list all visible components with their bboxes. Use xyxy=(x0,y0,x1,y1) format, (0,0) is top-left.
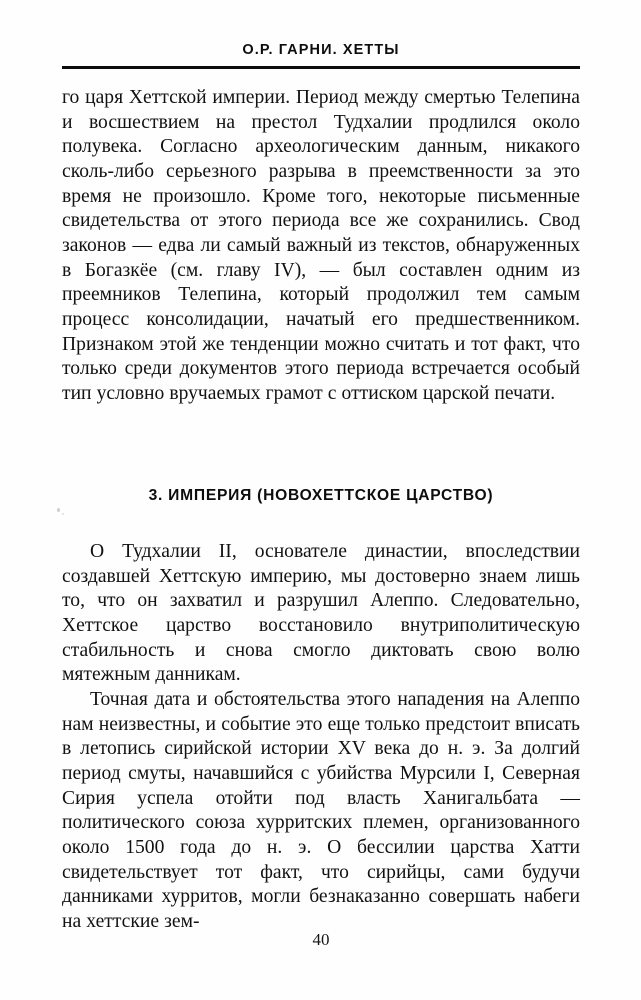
paragraph-continuation: го царя Хеттской империи. Период между смертью Телепина и восшествием на престол Тудхалии продлился около полувека. Согласно археологическим данным, никакого сколь-либо серьезного разрыва в преемственности за это время не произошло. Кроме того, некоторые письменные свидетельства от этого периода все же сохранились. Свод законов — едва ли самый важный из текстов, обнаруженных в Богазкёе (см. главу IV), — был составлен одним из преемников Телепина, который продолжил тем самым процесс консолидации, начатый его предшественником. Признаком этой же тенденции можно считать и тот факт, что только среди документов этого периода встречается особый тип условно вручаемых грамот с оттиском царской печати. xyxy=(62,87,580,404)
page-number: 40 xyxy=(312,930,330,949)
section-paragraph-1: О Тудхалии II, основателе династии, впоследствии создавшей Хеттскую империю, мы достоверно знаем лишь то, что он захватил и разрушил Алеппо. Следовательно, Хеттское царство восстановило внутриполитическую стабильность и снова смогло диктовать свою волю мятежным данникам. xyxy=(62,541,580,686)
body-text-block-upper xyxy=(62,86,580,407)
section-paragraph-2: Точная дата и обстоятельства этого нападения на Алеппо нам неизвестны, и событие это еще только предстоит вписать в летопись сирийской истории XV века до н. э. За долгий период смуты, начавшийся с убийства Мурсили I, Северная Сирия успела отойти под власть Ханигальбата — политического союза хурритских племен, организованного около 1500 года до н. э. О бессилии царства Хатти свидетельствует тот факт, что сирийцы, сами будучи данниками хурритов, могли безнаказанно совершать набеги на хеттские зем- xyxy=(62,688,580,932)
scan-speck xyxy=(57,508,60,512)
running-head: О.Р. ГАРНИ. ХЕТТЫ xyxy=(242,42,400,58)
body-text-block-lower xyxy=(62,540,580,935)
scan-speck xyxy=(62,513,64,515)
header-rule xyxy=(62,66,580,69)
section-heading: 3. ИМПЕРИЯ (НОВОХЕТТСКОЕ ЦАРСТВО) xyxy=(148,487,494,504)
